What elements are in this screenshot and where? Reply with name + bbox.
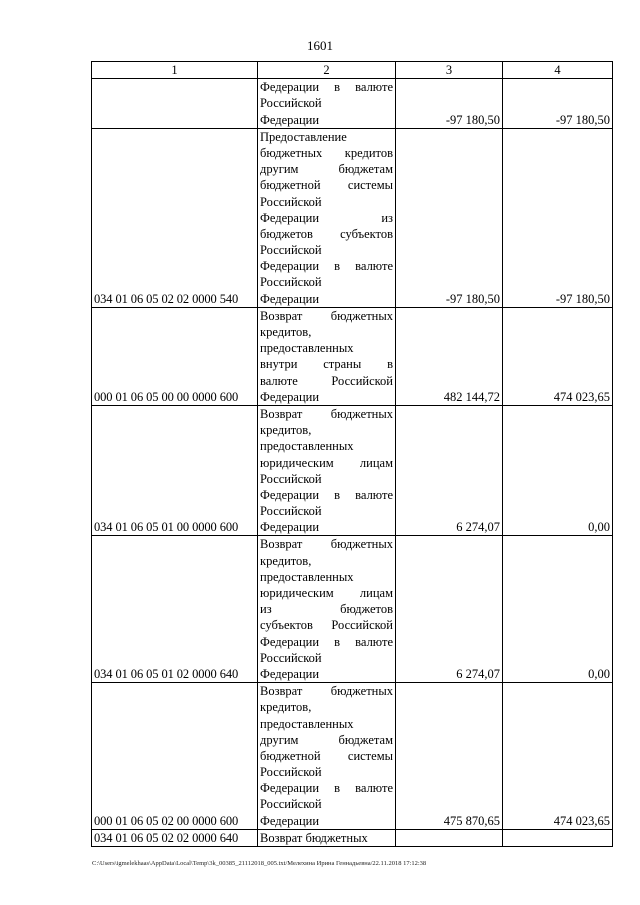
column-header-1: 1 bbox=[92, 62, 258, 79]
description-line: Предоставление bbox=[260, 129, 347, 144]
table-row bbox=[92, 829, 613, 846]
description-line: Федерации bbox=[260, 112, 320, 127]
amount-cell-col3: 6 274,07 bbox=[396, 405, 503, 536]
description-line: Федерации в валюте bbox=[260, 80, 393, 95]
description-line: Возврат бюджетных bbox=[260, 308, 393, 323]
amount-cell-col4 bbox=[503, 829, 613, 846]
budget-code-cell: 000 01 06 05 00 00 0000 600 bbox=[92, 307, 258, 405]
budget-code-cell: 034 01 06 05 01 00 0000 600 bbox=[92, 405, 258, 536]
description-line: Возврат бюджетных bbox=[260, 537, 393, 552]
description-line: Российской bbox=[260, 504, 322, 519]
description-line: Российской bbox=[260, 194, 322, 209]
description-cell bbox=[258, 307, 396, 405]
table-row bbox=[92, 536, 613, 683]
description-line: Федерации из bbox=[260, 210, 393, 225]
description-line: юридическим лицам bbox=[260, 455, 393, 470]
budget-code-cell: 034 01 06 05 02 02 0000 540 bbox=[92, 128, 258, 307]
description-cell bbox=[258, 405, 396, 536]
description-line: кредитов, bbox=[260, 553, 312, 568]
budget-code-cell: 034 01 06 05 02 02 0000 640 bbox=[92, 829, 258, 846]
column-header-3: 3 bbox=[396, 62, 503, 79]
amount-cell-col3: 482 144,72 bbox=[396, 307, 503, 405]
amount-cell-col3: -97 180,50 bbox=[396, 128, 503, 307]
description-line: Российской bbox=[260, 275, 322, 290]
description-cell bbox=[258, 79, 396, 129]
amount-cell-col3 bbox=[396, 829, 503, 846]
description-cell bbox=[258, 829, 396, 846]
table-row bbox=[92, 307, 613, 405]
description-line: Российской bbox=[260, 96, 322, 111]
amount-cell-col3: 475 870,65 bbox=[396, 683, 503, 830]
description-line: бюджетной системы bbox=[260, 178, 393, 193]
description-line: Возврат бюджетных bbox=[260, 684, 393, 699]
description-line: бюджетов субъектов bbox=[260, 226, 393, 241]
table-header-row bbox=[92, 62, 613, 79]
description-line: предоставленных bbox=[260, 569, 354, 584]
amount-cell-col4: 474 023,65 bbox=[503, 683, 613, 830]
column-header-2: 2 bbox=[258, 62, 396, 79]
budget-code-cell: 034 01 06 05 01 02 0000 640 bbox=[92, 536, 258, 683]
table-row bbox=[92, 683, 613, 830]
amount-cell-col4: 0,00 bbox=[503, 405, 613, 536]
description-cell bbox=[258, 128, 396, 307]
description-line: внутри страны в bbox=[260, 357, 393, 372]
description-line: другим бюджетам bbox=[260, 732, 393, 747]
page-number: 1601 bbox=[307, 38, 333, 53]
description-line: из бюджетов bbox=[260, 602, 393, 617]
description-line: Федерации в валюте bbox=[260, 259, 393, 274]
description-line: Федерации в валюте bbox=[260, 487, 393, 502]
budget-code-cell bbox=[92, 79, 258, 129]
amount-cell-col4: 0,00 bbox=[503, 536, 613, 683]
description-line: Российской bbox=[260, 765, 322, 780]
description-line: предоставленных bbox=[260, 439, 354, 454]
description-line: предоставленных bbox=[260, 716, 354, 731]
amount-cell-col4: -97 180,50 bbox=[503, 128, 613, 307]
description-line: Федерации bbox=[260, 666, 320, 681]
column-header-4: 4 bbox=[503, 62, 613, 79]
footer-file-path: C:\Users\igmelekhaas\AppData\Local\Temp\3k_00385_21112018_005.txt/Мелехина Ирина Геннадьевна/22.11.2018 17:12:38 bbox=[92, 860, 427, 867]
description-line: Возврат бюджетных bbox=[260, 830, 368, 845]
amount-cell-col4: 474 023,65 bbox=[503, 307, 613, 405]
description-line: предоставленных bbox=[260, 341, 354, 356]
description-line: Федерации bbox=[260, 520, 320, 535]
description-line: Российской bbox=[260, 797, 322, 812]
description-line: Федерации в валюте bbox=[260, 634, 393, 649]
description-cell bbox=[258, 536, 396, 683]
description-line: Российской bbox=[260, 471, 322, 486]
description-line: Федерации bbox=[260, 389, 320, 404]
description-line: Российской bbox=[260, 650, 322, 665]
table-row bbox=[92, 79, 613, 129]
description-line: бюджетной системы bbox=[260, 748, 393, 763]
description-line: Федерации bbox=[260, 291, 320, 306]
description-line: Федерации bbox=[260, 813, 320, 828]
description-line: другим бюджетам bbox=[260, 162, 393, 177]
description-line: бюджетных кредитов bbox=[260, 145, 393, 160]
table-row bbox=[92, 405, 613, 536]
amount-cell-col4: -97 180,50 bbox=[503, 79, 613, 129]
table-row bbox=[92, 128, 613, 307]
description-line: кредитов, bbox=[260, 325, 312, 340]
amount-cell-col3: 6 274,07 bbox=[396, 536, 503, 683]
description-line: кредитов, bbox=[260, 700, 312, 715]
description-line: кредитов, bbox=[260, 423, 312, 438]
description-line: субъектов Российской bbox=[260, 618, 393, 633]
budget-table bbox=[91, 61, 613, 847]
description-line: Возврат бюджетных bbox=[260, 406, 393, 421]
description-line: валюте Российской bbox=[260, 373, 393, 388]
description-line: юридическим лицам bbox=[260, 586, 393, 601]
description-line: Федерации в валюте bbox=[260, 781, 393, 796]
description-line: Российской bbox=[260, 243, 322, 258]
budget-code-cell: 000 01 06 05 02 00 0000 600 bbox=[92, 683, 258, 830]
amount-cell-col3: -97 180,50 bbox=[396, 79, 503, 129]
description-cell bbox=[258, 683, 396, 830]
